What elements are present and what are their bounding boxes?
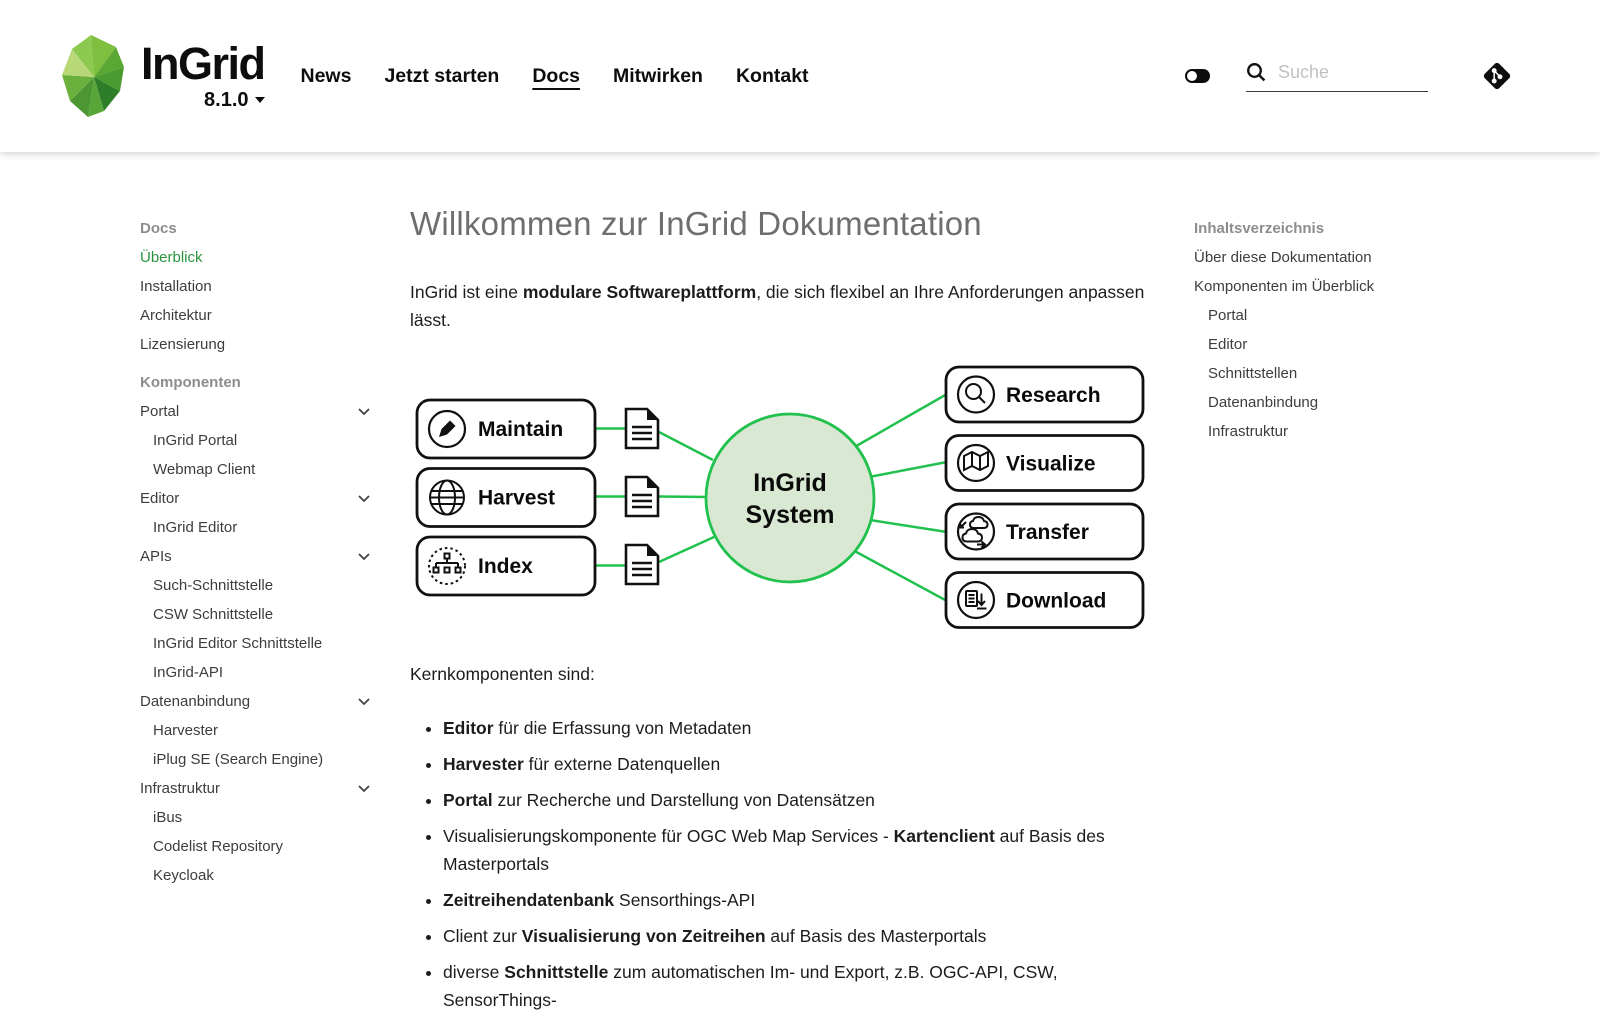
version-label: 8.1.0 — [204, 88, 249, 111]
nav-docs[interactable]: Docs — [532, 64, 581, 87]
sidebar-item-datenanbindung[interactable]: Datenanbindung — [140, 687, 372, 716]
sidebar-item-ingrid-api[interactable]: InGrid-API — [153, 664, 224, 681]
chevron-down-icon — [358, 408, 370, 416]
sidebar-section-docs: Docs — [140, 220, 177, 237]
svg-text:Download: Download — [1006, 589, 1107, 613]
svg-text:Maintain: Maintain — [478, 418, 564, 441]
header — [0, 0, 1600, 152]
dark-mode-toggle[interactable] — [1185, 69, 1210, 83]
sidebar-item-ingrid-editor[interactable]: InGrid Editor — [153, 519, 238, 536]
bullet-item: • Zeitreihendatenbank Sensorthings-API — [443, 886, 1158, 914]
kernkomponenten-heading: Kernkomponenten sind: — [410, 664, 595, 684]
sidebar-section-komponenten: Komponenten — [140, 374, 241, 391]
logo[interactable] — [58, 33, 265, 119]
nav-kontakt[interactable]: Kontakt — [735, 64, 809, 87]
sidebar-item-portal[interactable]: Portal — [140, 397, 372, 426]
toc-item-komponenten-im-ueberblick[interactable]: Komponenten im Überblick — [1194, 278, 1375, 295]
sidebar-item-such-schnittstelle[interactable]: Such-Schnittstelle — [153, 577, 274, 594]
sidebar-item-iplug-se[interactable]: iPlug SE (Search Engine) — [153, 751, 324, 768]
bullet-item: • Client zur Visualisierung von Zeitreihen auf Basis des Masterportals — [443, 922, 1158, 950]
bullet-item: • Portal zur Recherche und Darstellung von Datensätzen — [443, 786, 1158, 814]
download-node — [946, 573, 1143, 628]
svg-text:Index: Index — [478, 555, 533, 578]
toc-item-schnittstellen[interactable]: Schnittstellen — [1208, 365, 1298, 382]
sidebar-item-lizensierung[interactable]: Lizensierung — [140, 336, 226, 353]
nav-jetzt-starten[interactable]: Jetzt starten — [384, 64, 500, 87]
caret-down-icon — [255, 97, 265, 103]
toc-item-editor[interactable]: Editor — [1208, 336, 1248, 353]
intro-paragraph: InGrid ist eine modulare Softwareplattform, die sich flexibel an Ihre Anforderungen anpassen lässt. — [410, 282, 1145, 330]
toc-item-infrastruktur[interactable]: Infrastruktur — [1208, 423, 1289, 440]
svg-text:Harvest: Harvest — [478, 486, 556, 510]
bullet-item: • Editor für die Erfassung von Metadaten — [443, 714, 1158, 742]
toc-item-ueber-diese-dokumentation[interactable]: Über diese Dokumentation — [1194, 249, 1372, 266]
core-components-list — [410, 714, 1158, 1014]
research-node — [946, 367, 1143, 422]
sidebar-item-apis[interactable]: APIs — [140, 542, 372, 571]
sidebar-item-codelist-repository[interactable]: Codelist Repository — [153, 838, 284, 855]
document-icon — [626, 545, 658, 584]
nav-news[interactable]: News — [300, 64, 352, 87]
maintain-node — [417, 400, 595, 458]
search-box — [1246, 61, 1428, 92]
chevron-down-icon — [358, 785, 370, 793]
main-content — [410, 203, 1158, 1022]
ingrid-system-circle — [706, 414, 874, 582]
header-controls — [1185, 61, 1512, 92]
ingrid-logo-icon — [58, 33, 130, 119]
sidebar-item-csw-schnittstelle[interactable]: CSW Schnittstelle — [153, 606, 274, 623]
chevron-down-icon — [358, 553, 370, 561]
document-icon — [626, 409, 658, 448]
toc-item-datenanbindung[interactable]: Datenanbindung — [1208, 394, 1319, 411]
toc-title: Inhaltsverzeichnis — [1194, 220, 1325, 237]
sidebar-item-ibus[interactable]: iBus — [153, 809, 183, 826]
svg-text:InGrid: InGrid — [753, 469, 827, 497]
main-nav — [301, 65, 809, 88]
bullet-item: • diverse Schnittstelle zum automatischen Im- und Export, z.B. OGC-API, CSW, SensorThings- — [443, 958, 1158, 1014]
document-icon — [626, 477, 658, 516]
sidebar-item-editor[interactable]: Editor — [140, 484, 372, 513]
sidebar-item-webmap-client[interactable]: Webmap Client — [153, 461, 256, 478]
git-repository-button[interactable] — [1482, 61, 1512, 91]
sidebar-item-keycloak[interactable]: Keycloak — [153, 867, 214, 884]
sidebar-item-ueberblick[interactable]: Überblick — [140, 249, 203, 266]
search-input[interactable] — [1276, 61, 1416, 84]
sidebar-item-harvester[interactable]: Harvester — [153, 722, 219, 739]
sidebar-item-installation[interactable]: Installation — [140, 278, 212, 295]
toggle-knob — [1187, 71, 1197, 81]
sidebar-item-infrastruktur[interactable]: Infrastruktur — [140, 774, 372, 803]
bullet-item: • Visualisierungskomponente für OGC Web Map Services - Kartenclient auf Basis des Masterportals — [443, 822, 1158, 878]
transfer-node — [946, 504, 1143, 559]
harvest-node — [417, 469, 595, 527]
index-node — [417, 537, 595, 595]
git-icon — [1482, 61, 1512, 91]
sidebar-item-ingrid-editor-schnittstelle[interactable]: InGrid Editor Schnittstelle — [153, 635, 323, 652]
table-of-contents — [1194, 214, 1424, 446]
search-icon — [1246, 62, 1267, 83]
page-title: Willkommen zur InGrid Dokumentation — [410, 205, 982, 242]
ingrid-system-diagram — [410, 364, 1145, 634]
sidebar-item-architektur[interactable]: Architektur — [140, 307, 212, 324]
svg-text:Visualize: Visualize — [1006, 452, 1096, 476]
chevron-down-icon — [358, 495, 370, 503]
nav-mitwirken[interactable]: Mitwirken — [613, 64, 703, 87]
chevron-down-icon — [358, 698, 370, 706]
svg-text:Transfer: Transfer — [1006, 521, 1089, 544]
svg-text:Research: Research — [1006, 384, 1101, 407]
logo-title: InGrid — [141, 37, 265, 89]
docs-sidebar — [140, 214, 372, 890]
visualize-node — [946, 436, 1143, 491]
svg-text:System: System — [745, 501, 835, 529]
toc-item-portal[interactable]: Portal — [1208, 307, 1248, 324]
bullet-item: • Harvester für externe Datenquellen — [443, 750, 1158, 778]
version-dropdown[interactable] — [204, 89, 264, 112]
sidebar-item-ingrid-portal[interactable]: InGrid Portal — [153, 432, 238, 449]
